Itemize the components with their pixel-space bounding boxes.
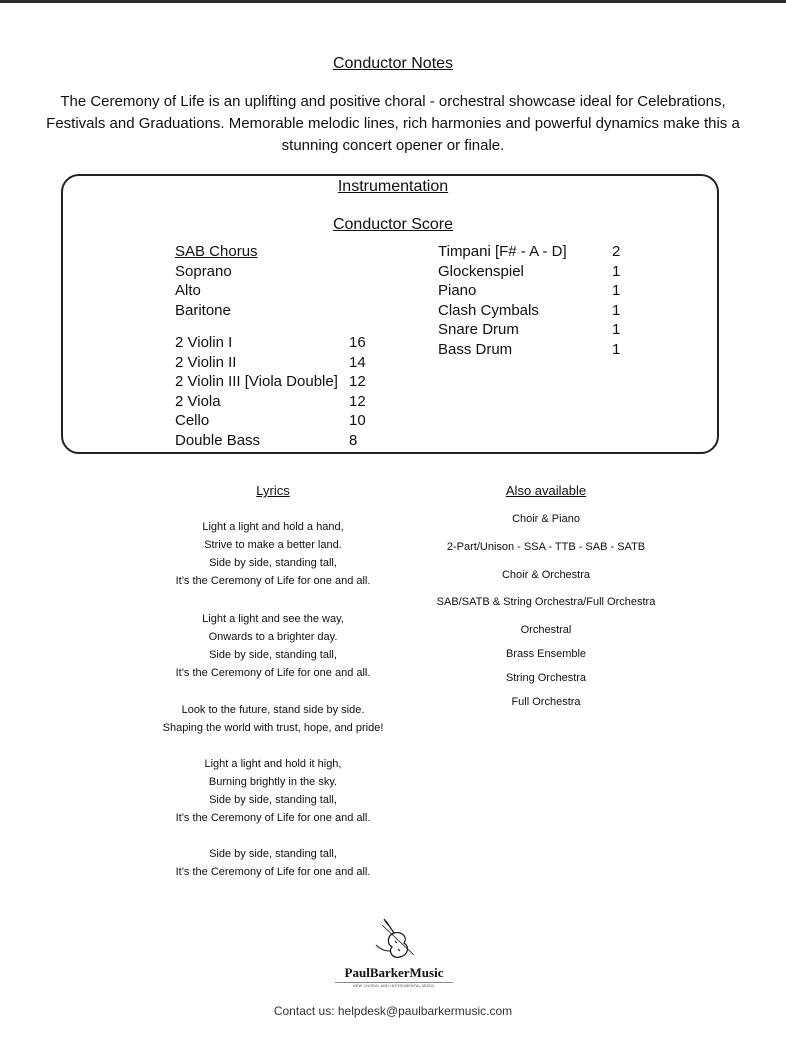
- chorus-heading: SAB Chorus: [175, 243, 258, 260]
- instrument-count: 10: [349, 412, 366, 429]
- strings-row: [175, 392, 385, 412]
- instrument-count: 12: [349, 392, 366, 410]
- instrument-count: 1: [612, 301, 621, 319]
- also-available-title: Also available: [505, 483, 587, 498]
- orchestral-heading: Orchestral: [520, 624, 572, 636]
- conductor-notes-body: The Ceremony of Life is an uplifting and positive choral - orchestral showcase ideal for Celebrations, Festivals and Graduations. Memorable melodic lines, rich harmonies and powerful dynamics make this a stunning concert opener or finale.: [46, 93, 740, 154]
- chorus-part: Alto: [175, 282, 201, 299]
- instrument-count: 16: [349, 334, 366, 351]
- choir-orchestra-heading: Choir & Orchestra: [501, 569, 591, 581]
- lyric-line: Side by side, standing tall,: [209, 794, 337, 806]
- conductor-notes-title: Conductor Notes: [332, 55, 454, 72]
- lyric-line: Burning brightly in the sky.: [208, 776, 338, 788]
- conductor-score-label: Conductor Score: [332, 216, 454, 233]
- instrument-count: 2: [612, 243, 621, 260]
- lyric-line: Shaping the world with trust, hope, and pride!: [162, 722, 384, 734]
- instrument-name: Glockenspiel: [438, 262, 524, 280]
- lyric-line: Light a light and hold a hand,: [202, 521, 344, 533]
- percussion-row: [438, 340, 628, 360]
- choir-orchestra-text: SAB/SATB & String Orchestra/Full Orchestra: [436, 596, 656, 608]
- strings-row: [175, 353, 385, 373]
- lyrics-title: Lyrics: [256, 483, 290, 498]
- instrument-count: 14: [349, 353, 366, 371]
- chorus-part: Baritone: [175, 301, 231, 319]
- instrument-name: Double Bass: [175, 431, 261, 449]
- strings-row: [175, 431, 385, 451]
- strings-row: [175, 372, 385, 392]
- top-border: [0, 0, 786, 3]
- choir-piano-text: 2-Part/Unison - SSA - TTB - SAB - SATB: [446, 541, 646, 553]
- chorus-list: [175, 242, 258, 320]
- orchestral-item: String Orchestra: [505, 672, 587, 684]
- lyrics-stanza: [176, 518, 371, 590]
- instrument-name: Cello: [175, 412, 210, 429]
- strings-list: [175, 333, 385, 450]
- percussion-row: [438, 281, 628, 301]
- percussion-list: [438, 242, 628, 359]
- orchestral-item: Full Orchestra: [511, 696, 581, 708]
- chorus-part: Soprano: [175, 262, 232, 280]
- lyric-line: Onwards to a brighter day.: [208, 631, 338, 643]
- percussion-row: [438, 301, 628, 321]
- orchestral-item: Brass Ensemble: [505, 648, 587, 660]
- lyric-line: It’s the Ceremony of Life for one and all.: [175, 667, 371, 679]
- lyric-line: Strive to make a better land.: [204, 539, 342, 551]
- lyric-line: Side by side, standing tall,: [209, 557, 337, 569]
- instrument-name: 2 Violin III [Viola Double]: [175, 373, 338, 390]
- lyric-line: It’s the Ceremony of Life for one and all.: [175, 866, 371, 878]
- percussion-row: [438, 242, 628, 262]
- instrument-name: Clash Cymbals: [438, 301, 539, 319]
- instrumentation-title: Instrumentation: [337, 178, 449, 195]
- instrument-count: 8: [349, 431, 358, 449]
- lyrics-stanza: [163, 701, 384, 737]
- strings-row: [175, 411, 385, 431]
- percussion-row: [438, 320, 628, 340]
- lyrics-stanza: [176, 845, 371, 881]
- instrument-name: Bass Drum: [438, 340, 513, 358]
- lyrics-stanza: [176, 610, 371, 682]
- instrument-count: 1: [612, 321, 621, 338]
- lyric-line: Side by side, standing tall,: [209, 848, 337, 860]
- choir-piano-heading: Choir & Piano: [512, 513, 580, 525]
- lyrics-stanza: [176, 755, 371, 827]
- lyric-line: It’s the Ceremony of Life for one and all.: [175, 812, 371, 824]
- instrument-count: 1: [612, 340, 621, 358]
- instrument-name: Piano: [438, 282, 477, 299]
- lyric-line: It’s the Ceremony of Life for one and all.: [175, 575, 371, 587]
- instrument-name: Snare Drum: [438, 321, 519, 338]
- violin-logo-icon: [364, 915, 424, 963]
- lyric-line: Light a light and hold it high,: [204, 758, 342, 770]
- brand-logo: [335, 915, 453, 988]
- contact-info: Contact us: helpdesk@paulbarkermusic.com: [273, 1004, 513, 1018]
- brand-name: PaulBarkerMusic: [344, 965, 444, 980]
- lyric-line: Side by side, standing tall,: [209, 649, 337, 661]
- instrument-count: 1: [612, 282, 621, 299]
- instrument-name: 2 Viola: [175, 392, 221, 410]
- lyric-line: Look to the future, stand side by side.: [181, 704, 365, 716]
- lyric-line: Light a light and see the way,: [202, 613, 344, 625]
- percussion-row: [438, 262, 628, 282]
- brand-tagline: NEW CHORAL AND INSTRUMENTAL MUSIC: [335, 982, 453, 988]
- strings-row: [175, 333, 385, 353]
- instrument-count: 12: [349, 373, 366, 390]
- instrument-name: 2 Violin I: [175, 334, 233, 351]
- instrument-count: 1: [612, 262, 621, 280]
- instrument-name: Timpani [F# - A - D]: [438, 243, 567, 260]
- instrument-name: 2 Violin II: [175, 353, 237, 371]
